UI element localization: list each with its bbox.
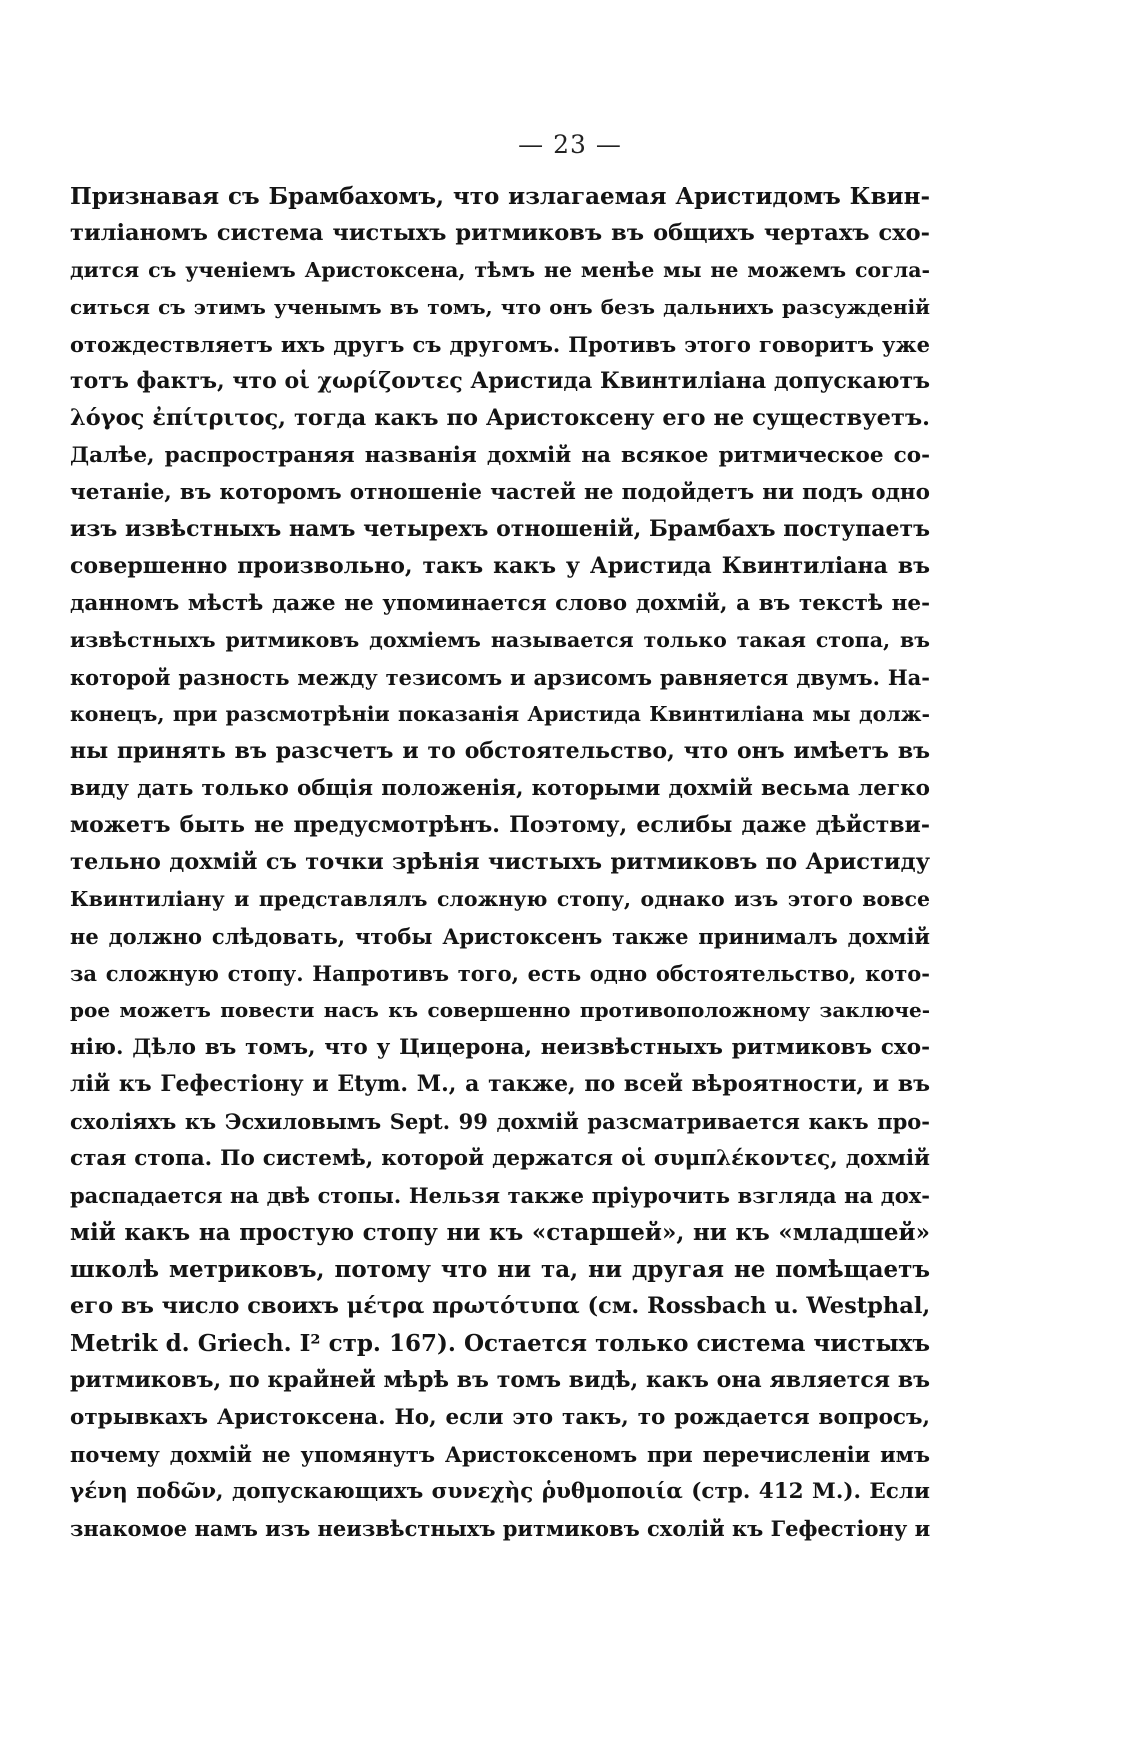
text-line: можетъ быть не предусмотрѣнъ. Поэтому, еслибы даже дѣйстви- <box>70 812 930 838</box>
text-line: тотъ фактъ, что οἱ χωρίζοντες Аристида Квинтиліана допускаютъ <box>70 368 930 394</box>
text-line: мій какъ на простую стопу ни къ «старшей», ни къ «младшей» <box>70 1219 930 1246</box>
text-line: стая стопа. По системѣ, которой держатся οἱ συμπλέκοντες, дохмій <box>70 1146 930 1171</box>
text-line: знакомое намъ изъ неизвѣстныхъ ритмиковъ схолій къ Гефестіону и <box>70 1516 930 1541</box>
text-line: схоліяхъ къ Эсхиловымъ Sept. 99 дохмій разсматривается какъ про- <box>70 1109 930 1134</box>
text-line: извѣстныхъ ритмиковъ дохміемъ называется только такая стопа, въ <box>70 628 930 652</box>
text-line: тельно дохмій съ точки зрѣнія чистыхъ ритмиковъ по Аристиду <box>70 849 930 875</box>
text-line: Признавая съ Брамбахомъ, что излагаемая Аристидомъ Квин- <box>70 183 930 210</box>
text-line: не должно слѣдовать, чтобы Аристоксенъ также принималъ дохмій <box>70 924 930 949</box>
text-line: почему дохмій не упомянутъ Аристоксеномъ при перечисленіи имъ <box>70 1442 930 1467</box>
text-line: четаніе, въ которомъ отношеніе частей не подойдетъ ни подъ одно <box>70 480 930 505</box>
text-line: лій къ Гефестіону и Etym. M., а также, по всей вѣроятности, и въ <box>70 1071 930 1097</box>
text-line: изъ извѣстныхъ намъ четырехъ отношеній, Брамбахъ поступаетъ <box>70 516 930 542</box>
text-line: ритмиковъ, по крайней мѣрѣ въ томъ видѣ, какъ она является въ <box>70 1367 930 1393</box>
text-line: совершенно произвольно, такъ какъ у Аристида Квинтиліана въ <box>70 553 930 579</box>
text-line: нію. Дѣло въ томъ, что у Цицерона, неизвѣстныхъ ритмиковъ схо- <box>70 1035 930 1060</box>
text-line: школѣ метриковъ, потому что ни та, ни другая не помѣщаетъ <box>70 1256 930 1283</box>
text-line: его въ число своихъ μέτρα πρωτότυπα (см. Rossbach u. Westphal, <box>70 1293 930 1319</box>
text-line: которой разность между тезисомъ и арзисомъ равняется двумъ. На- <box>70 665 930 690</box>
text-line: дится съ ученіемъ Аристоксена, тѣмъ не менѣе мы не можемъ согла- <box>70 258 930 282</box>
text-line: Квинтиліану и представлялъ сложную стопу, однако изъ этого вовсе <box>70 887 930 911</box>
text-line: рое можетъ повести насъ къ совершенно противоположному заключе- <box>70 998 930 1022</box>
body-text <box>70 178 930 1547</box>
page-number: — 23 — <box>518 130 622 159</box>
text-line: конецъ, при разсмотрѣніи показанія Аристида Квинтиліана мы долж- <box>70 702 930 726</box>
text-line: Metrik d. Griech. I² стр. 167). Остается только система чистыхъ <box>70 1330 930 1357</box>
text-line: тиліаномъ система чистыхъ ритмиковъ въ общихъ чертахъ схо- <box>70 220 930 246</box>
text-line: данномъ мѣстѣ даже не упоминается слово дохмій, а въ текстѣ не- <box>70 591 930 616</box>
text-line: ны принять въ разсчетъ и то обстоятельство, что онъ имѣетъ въ <box>70 738 930 764</box>
text-line: λόγος ἐπίτριτος, тогда какъ по Аристоксену его не существуетъ. <box>70 405 930 431</box>
text-line: отождествляетъ ихъ другъ съ другомъ. Противъ этого говоритъ уже <box>70 332 930 357</box>
text-line: распадается на двѣ стопы. Нельзя также пріурочить взгляда на дох- <box>70 1183 930 1208</box>
text-line: виду дать только общія положенія, которыми дохмій весьма легко <box>70 776 930 801</box>
text-line: отрывкахъ Аристоксена. Но, если это такъ, то рождается вопросъ, <box>70 1405 930 1430</box>
text-line: ситься съ этимъ ученымъ въ томъ, что онъ безъ дальнихъ разсужденій <box>70 295 930 319</box>
text-line: Далѣе, распространяя названія дохмій на всякое ритмическое со- <box>70 443 930 468</box>
text-line: за сложную стопу. Напротивъ того, есть одно обстоятельство, кото- <box>70 961 930 986</box>
text-line: γένη ποδῶν, допускающихъ συνεχὴς ῥυθμοποιία (стр. 412 M.). Если <box>70 1479 930 1504</box>
